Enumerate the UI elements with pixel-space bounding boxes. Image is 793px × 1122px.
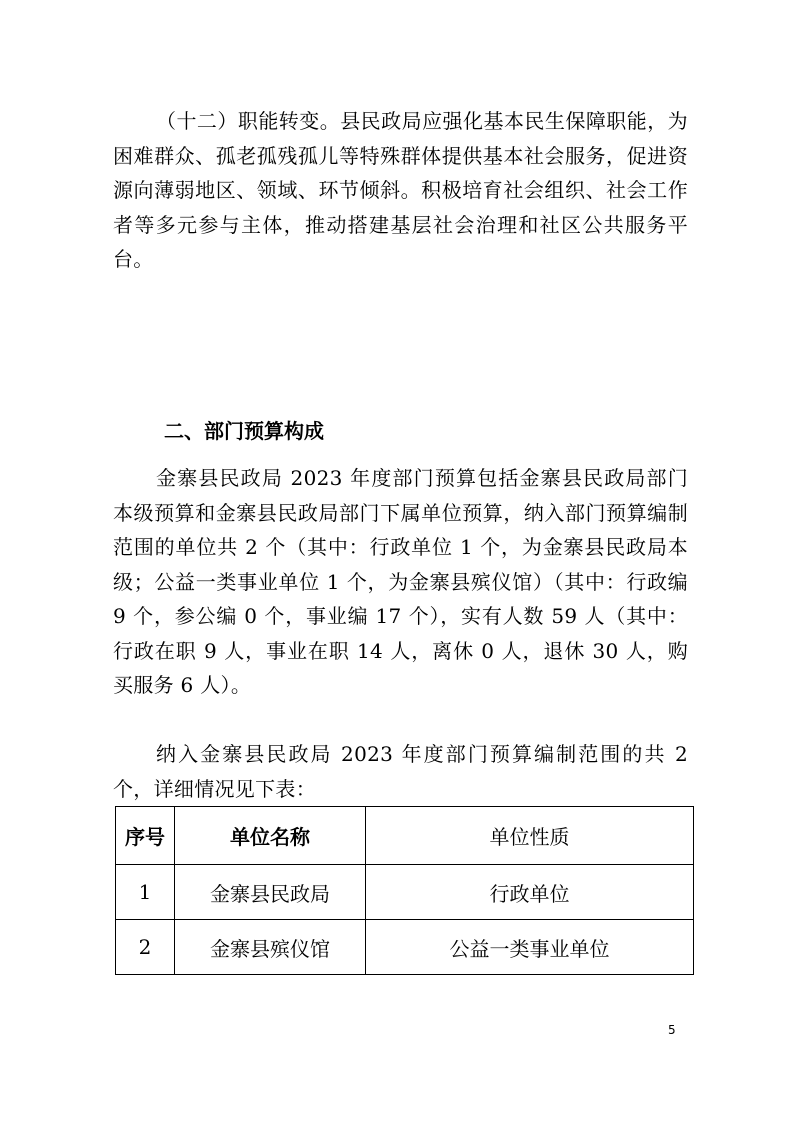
row-serial-number: 2 xyxy=(116,920,175,975)
page-number: 5 xyxy=(668,1023,676,1037)
row-unit-name: 金寨县殡仪馆 xyxy=(175,920,366,975)
row-unit-nature: 行政单位 xyxy=(366,865,694,920)
section-12-paragraph: （十二）职能转变。县民政局应强化基本民生保障职能，为困难群众、孤老孤残孤儿等特殊群体提供基本社会服务，促进资源向薄弱地区、领域、环节倾斜。积极培育社会组织、社会工作者等多元参与主体，推动搭建基层社会治理和社区公共服务平台。 xyxy=(113,109,688,271)
section-heading-budget-composition: 二、部门预算构成 xyxy=(164,419,324,443)
header-unit-nature: 单位性质 xyxy=(366,807,694,865)
row-unit-name: 金寨县民政局 xyxy=(175,865,366,920)
row-unit-nature: 公益一类事业单位 xyxy=(366,920,694,975)
table-header-row xyxy=(116,807,694,865)
budget-composition-paragraph: 金寨县民政局 2023 年度部门预算包括金寨县民政局部门本级预算和金寨县民政局部门下属单位预算，纳入部门预算编制范围的单位共 2 个（其中：行政单位 1 个，为金寨县民政局本级；公益一类事业单位 1 个，为金寨县殡仪馆）（其中：行政编 9 个，参公编 0 个，事业编 17 个），实有人数 59 人（其中：行政在职 9 人，事业在职 14 人，离休 0 人，退休 30 人，购买服务 6 人）。 xyxy=(113,466,688,697)
table-row xyxy=(116,865,694,920)
table-intro-paragraph: 纳入金寨县民政局 2023 年度部门预算编制范围的共 2 个，详细情况见下表： xyxy=(113,742,688,801)
header-unit-name: 单位名称 xyxy=(175,807,366,865)
header-serial-number: 序号 xyxy=(116,807,175,865)
table-row xyxy=(116,920,694,975)
row-serial-number: 1 xyxy=(116,865,175,920)
budget-units-table xyxy=(115,806,694,975)
